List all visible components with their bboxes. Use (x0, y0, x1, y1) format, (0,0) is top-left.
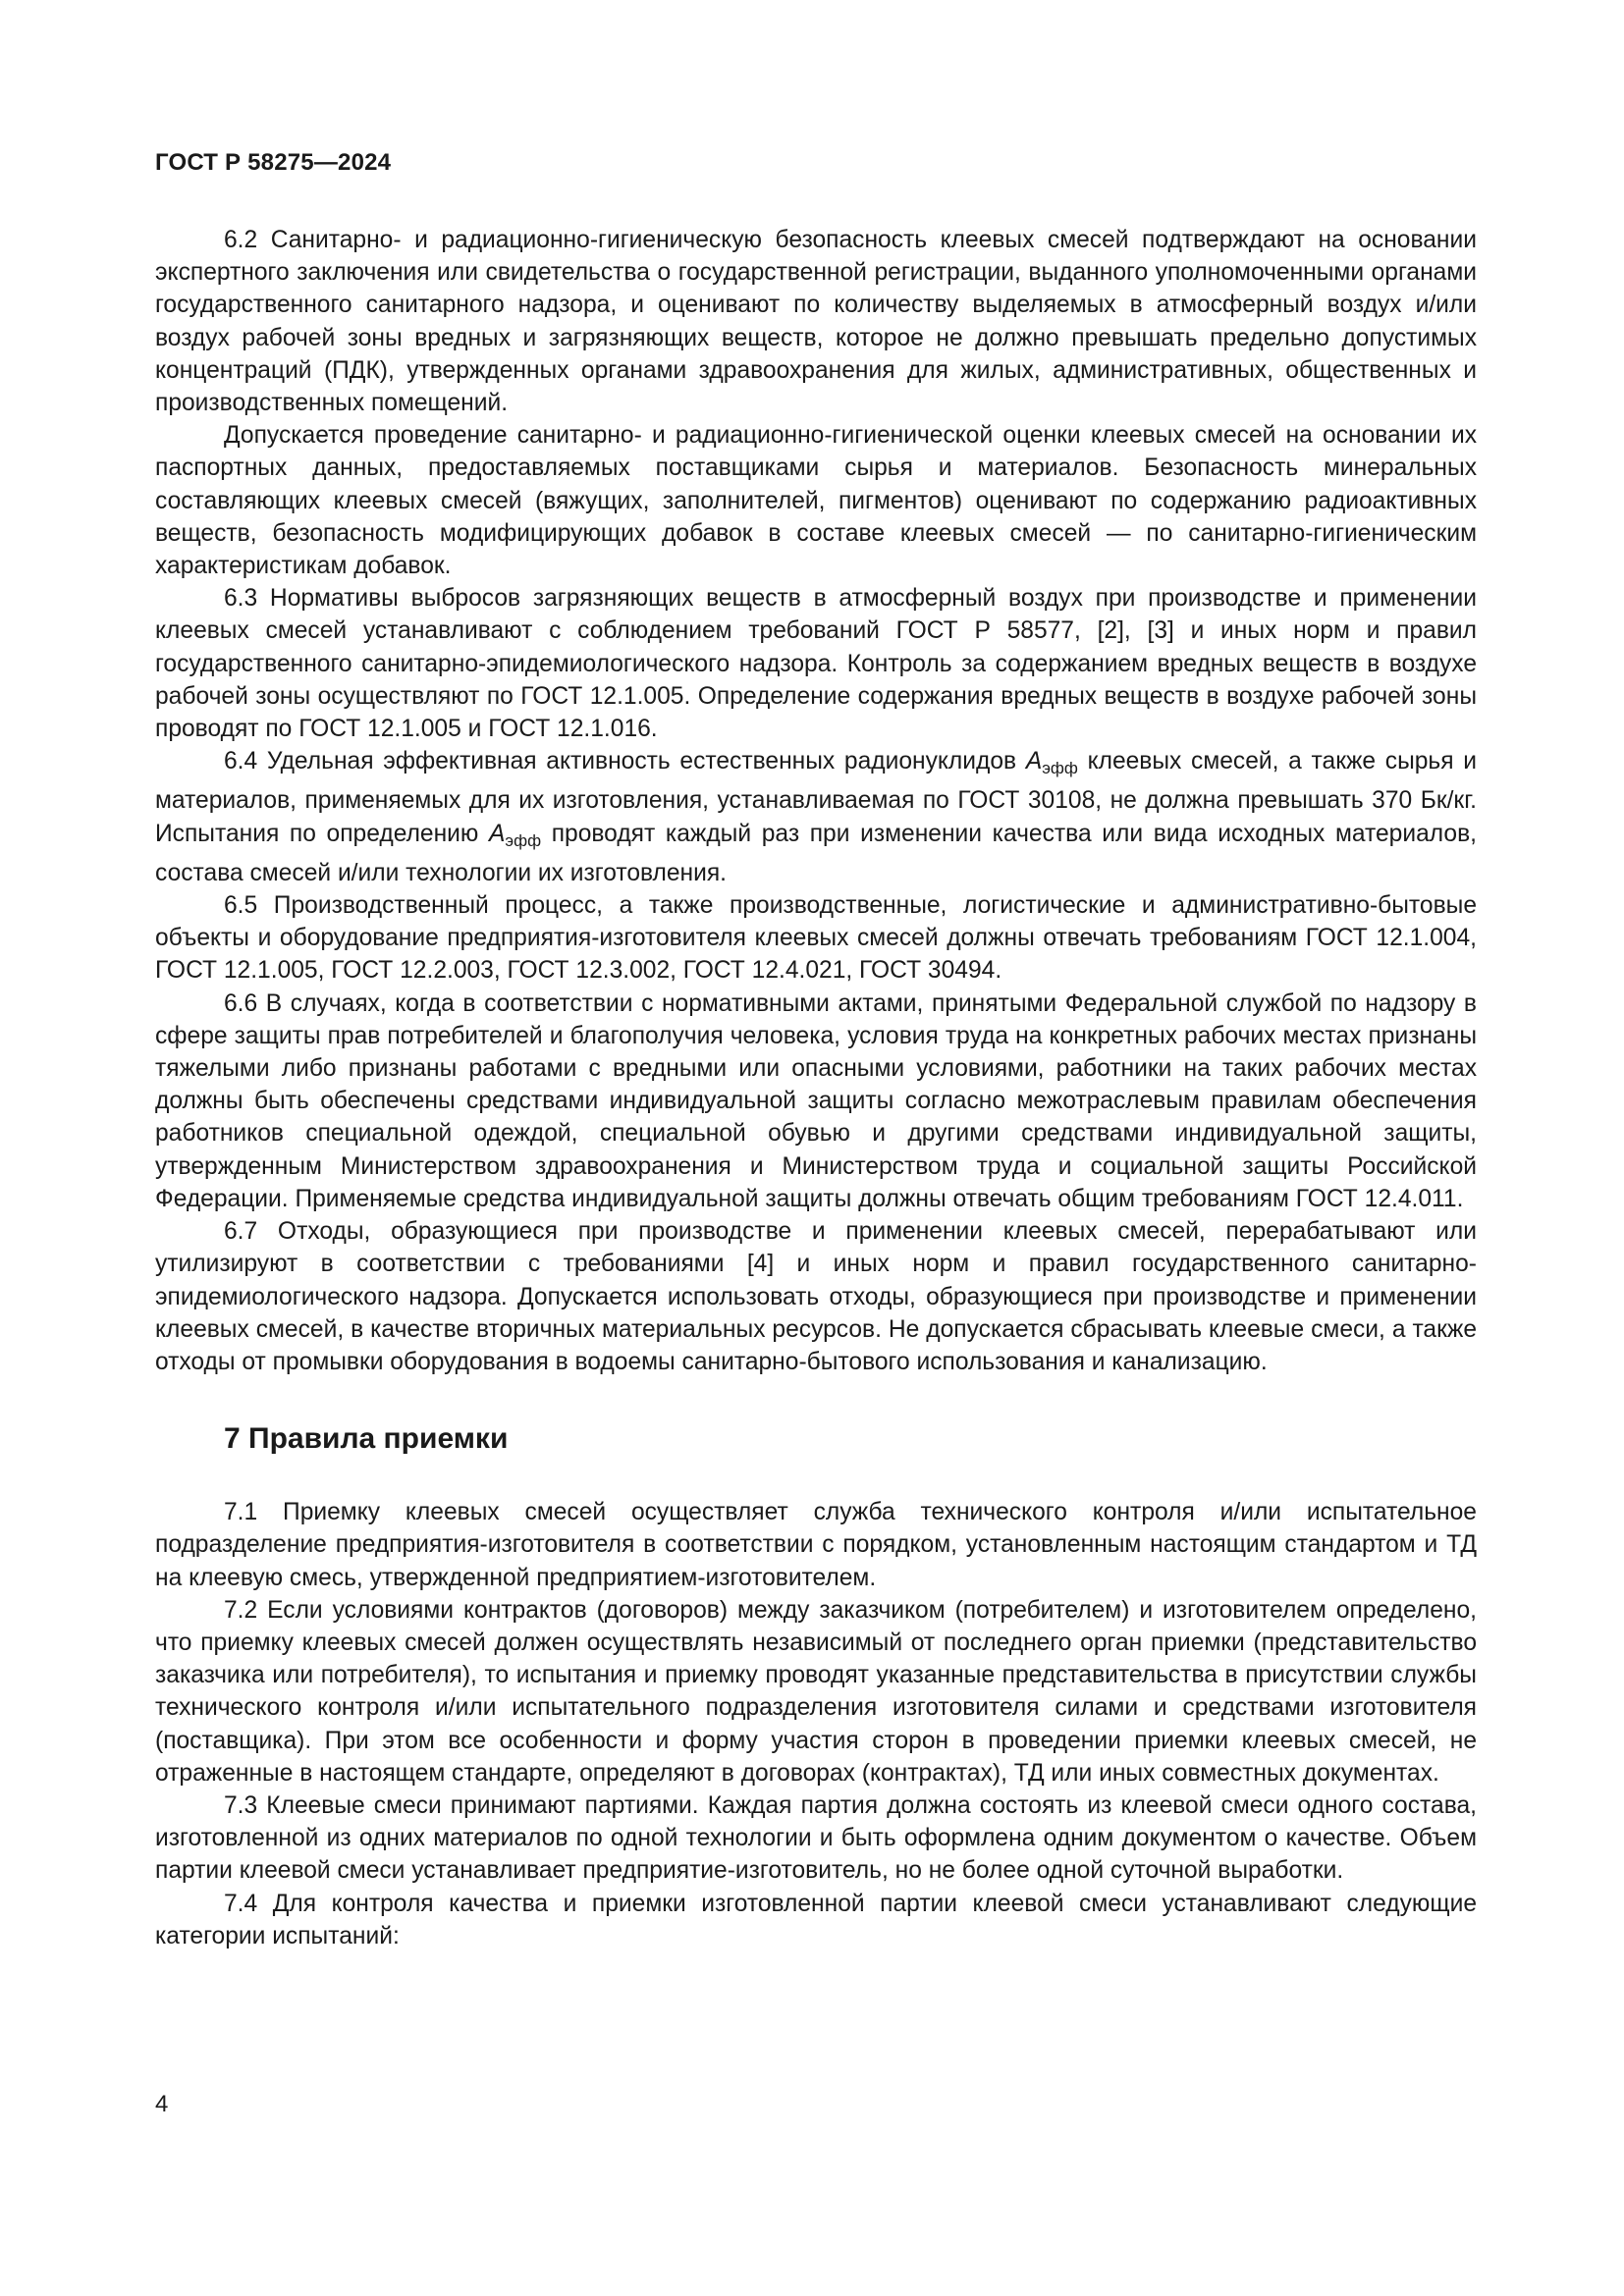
paragraph-7-3: 7.3 Клеевые смеси принимают партиями. Каждая партия должна состоять из клеевой смеси одного состава, изготовленной из одних материалов по одной технологии и быть оформлена одним документом о качестве. Объем партии клеевой смеси устанавливает предприятие-изготовитель, но не более одной суточной выработки. (155, 1791, 1477, 1885)
paragraph-6-4-text-1: 6.4 Удельная эффективная активность естественных радионуклидов (224, 748, 1026, 775)
paragraph-7-4: 7.4 Для контроля качества и приемки изготовленной партии клеевой смеси устанавливают следующие категории испытаний: (155, 1890, 1477, 1949)
activity-subscript: эфф (1042, 759, 1078, 778)
paragraph-6-4 (155, 745, 1477, 889)
paragraph-6-4-text-2: клеевых смесей, а также сырья и материалов, применяемых для их изготовления, устанавливаемая по ГОСТ 30108, не должна превышать 370 Бк/кг. Испытания по определению (155, 748, 1477, 847)
main-content (155, 224, 1477, 1952)
paragraph-6-6: 6.6 В случаях, когда в соответствии с нормативными актами, принятыми Федеральной службой по надзору в сфере защиты прав потребителей и благополучия человека, условия труда на конкретных рабочих местах признаны тяжелыми либо признаны работами с вредными или опасными условиями, работники на таких рабочих местах должны быть обеспечены средствами индивидуальной защиты согласно межотраслевым правилам обеспечения работников специальной одеждой, специальной обувью и другими средствами индивидуальной защиты, утвержденным Министерством здравоохранения и Министерством труда и социальной защиты Российской Федерации. Применяемые средства индивидуальной защиты должны отвечать общим требованиям ГОСТ 12.4.011. (155, 989, 1477, 1212)
section-7-title: 7 Правила приемки (224, 1422, 509, 1456)
paragraph-7-1: 7.1 Приемку клеевых смесей осуществляет служба технического контроля и/или испытательное подразделение предприятия-изготовителя в соответствии с порядком, установленным настоящим стандартом и ТД на клеевую смесь, утвержденной предприятием-изготовителем. (155, 1499, 1477, 1591)
paragraph-6-2-continued: Допускается проведение санитарно- и радиационно-гигиенической оценки клеевых смесей на основании их паспортных данных, предоставляемых поставщиками сырья и материалов. Безопасность минеральных составляющих клеевых смесей (вяжущих, заполнителей, пигментов) оценивают по содержанию радиоактивных веществ, безопасность модифицирующих добавок в составе клеевых смесей — по санитарно-гигиеническим характеристикам добавок. (155, 422, 1477, 580)
section-7-body (155, 1496, 1477, 1952)
paragraph-6-7: 6.7 Отходы, образующиеся при производстве и применении клеевых смесей, перерабатывают или утилизируют в соответствии с требованиями [4] и иных норм и правил государственного санитарно-эпидемиологического надзора. Допускается использовать отходы, образующиеся при производстве и применении клеевых смесей, в качестве вторичных материальных ресурсов. Не допускается сбрасывать клеевые смеси, а также отходы от промывки оборудования в водоемы санитарно-бытового использования и канализацию. (155, 1218, 1477, 1375)
paragraph-6-4-text-3: проводят каждый раз при изменении качества или вида исходных материалов, состава смесей и/или технологии их изготовления. (155, 820, 1477, 886)
activity-subscript-2: эфф (505, 830, 542, 850)
paragraph-7-2: 7.2 Если условиями контрактов (договоров) между заказчиком (потребителем) и изготовителем определено, что приемку клеевых смесей должен осуществлять независимый от последнего орган приемки (представительство заказчика или потребителя), то испытания и приемку проводят указанные представительства в присутствии службы технического контроля и/или испытательного подразделения изготовителя силами и средствами изготовителя (поставщика). При этом все особенности и форму участия сторон в проведении приемки клеевых смесей, не отраженные в настоящем стандарте, определяют в договорах (контрактах), ТД или иных совместных документах. (155, 1596, 1477, 1787)
page-number: 4 (155, 2091, 169, 2117)
document-code-header: ГОСТ Р 58275—2024 (155, 149, 392, 176)
paragraph-6-2: 6.2 Санитарно- и радиационно-гигиеническую безопасность клеевых смесей подтверждают на основании экспертного заключения или свидетельства о государственной регистрации, выданного уполномоченными органами государственного санитарного надзора, и оценивают по количеству выделяемых в атмосферный воздух и/или воздух рабочей зоны вредных и загрязняющих веществ, которое не должно превышать предельно допустимых концентраций (ПДК), утвержденных органами здравоохранения для жилых, административных, общественных и производственных помещений. (155, 227, 1477, 417)
activity-symbol-2: A (489, 820, 506, 847)
paragraph-6-5: 6.5 Производственный процесс, а также производственные, логистические и административно-бытовые объекты и оборудование предприятия-изготовителя клеевых смесей должны отвечать требованиям ГОСТ 12.1.004, ГОСТ 12.1.005, ГОСТ 12.2.003, ГОСТ 12.3.002, ГОСТ 12.4.021, ГОСТ 30494. (155, 892, 1477, 985)
activity-symbol: A (1025, 748, 1043, 775)
paragraph-6-3: 6.3 Нормативы выбросов загрязняющих веществ в атмосферный воздух при производстве и применении клеевых смесей устанавливают с соблюдением требований ГОСТ Р 58577, [2], [3] и иных норм и правил государственного санитарно-эпидемиологического надзора. Контроль за содержанием вредных веществ в воздухе рабочей зоны осуществляют по ГОСТ 12.1.005. Определение содержания вредных веществ в воздухе рабочей зоны проводят по ГОСТ 12.1.005 и ГОСТ 12.1.016. (155, 585, 1477, 743)
